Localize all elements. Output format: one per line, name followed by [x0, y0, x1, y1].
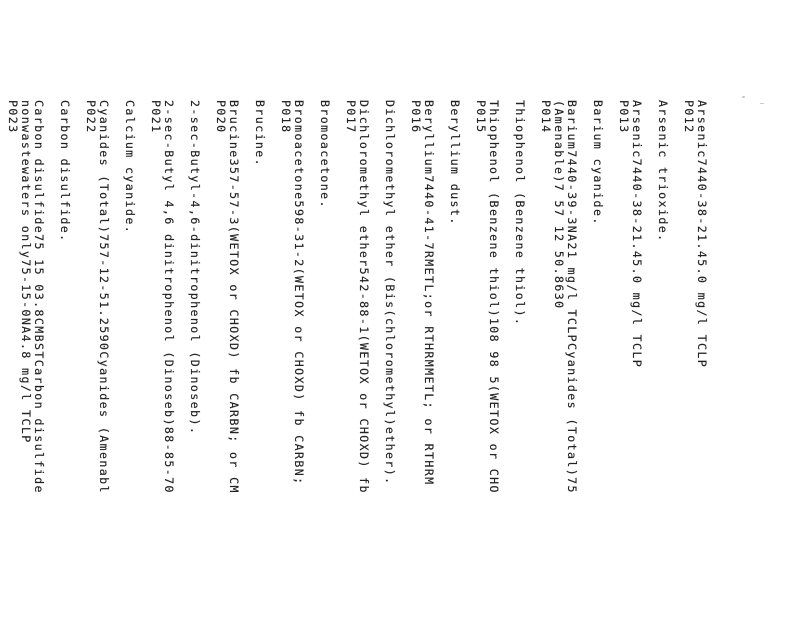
text-line: Brucine357-57-3(WETOX or CHOXD) fb CARBN; or CM	[227, 100, 241, 494]
line-gap	[500, 100, 513, 618]
waste-code: P018	[279, 100, 293, 134]
text-line: Beryllium7440-41-7RMETL;or RTHRMMETL; or RTHRM	[422, 100, 436, 486]
text-line: Arsenic7440-38-21.45.0 mg/l TCLP	[695, 100, 709, 369]
chemical-name: 2-sec-Butyl-4,6-dinitrophenol (Dinoseb).	[188, 100, 202, 436]
waste-code: P023	[6, 100, 20, 134]
chemical-name: Beryllium dust.	[448, 100, 462, 226]
line-gap	[669, 100, 682, 618]
line-gap	[331, 100, 344, 618]
scan-speck	[760, 103, 764, 104]
text-line: Cyanides (Total)757-12-51.2590Cyanides (Amenabl	[97, 100, 111, 494]
line-gap	[604, 100, 617, 618]
text-line: Bromoacetone598-31-2(WETOX or CHOXD) fb CARBN;	[292, 100, 306, 486]
text-line: (Amenable)7 57 12 50.8630	[552, 100, 566, 310]
chemical-name: Thiophenol (Benzene thiol).	[513, 100, 527, 327]
line-gap	[136, 100, 149, 618]
waste-code: P014	[539, 100, 553, 134]
waste-code: P015	[474, 100, 488, 134]
waste-code: P020	[214, 100, 228, 134]
text-line: nonwastewaters only75-15-0NA4.8 mg/l TCLP	[19, 100, 33, 444]
waste-code: P012	[682, 100, 696, 134]
line-gap	[240, 100, 253, 618]
line-gap	[396, 100, 409, 618]
line-gap	[370, 100, 383, 618]
line-gap	[71, 100, 84, 618]
text-line: Arsenic7440-38-21.45.0 mg/l TCLP	[630, 100, 644, 369]
chemical-name: Brucine.	[253, 100, 267, 168]
waste-code: P013	[617, 100, 631, 134]
line-gap	[578, 100, 591, 618]
scan-speck	[742, 96, 745, 98]
line-gap	[526, 100, 539, 618]
chemical-name: Barium cyanide.	[591, 100, 605, 226]
line-gap	[201, 100, 214, 618]
text-line: Thiophenol (Benzene thiol)108 98 5(WETOX or CHO	[487, 100, 501, 494]
line-gap	[435, 100, 448, 618]
chemical-name: Calcium cyanide.	[123, 100, 137, 235]
waste-code: P022	[84, 100, 98, 134]
chemical-name: Arsenic trioxide.	[656, 100, 670, 243]
waste-code: P016	[409, 100, 423, 134]
chemical-name: Carbon disulfide.	[58, 100, 72, 243]
line-gap	[643, 100, 656, 618]
text-line: Carbon disulfide75 15 03.8CMBSTCarbon disulfide	[32, 100, 46, 494]
line-gap	[305, 100, 318, 618]
line-gap	[461, 100, 474, 618]
chemical-name: Dichloromethyl ether (Bis(chloromethyl)ether).	[383, 100, 397, 486]
line-gap	[45, 100, 58, 618]
line-gap	[0, 100, 6, 618]
rotated-text-block	[0, 100, 708, 618]
waste-code: P017	[344, 100, 358, 134]
chemical-name: Bromoacetone.	[318, 100, 332, 209]
waste-code: P021	[149, 100, 163, 134]
text-line: 2-sec-Butyl 4,6 dinitrophenol (Dinoseb)88-85-70	[162, 100, 176, 494]
text-line: Barium7440-39-3NA21 mg/l TCLPCyanides (Total)75	[565, 100, 579, 494]
line-gap	[110, 100, 123, 618]
text-line: Dichloromethyl ether542-88-1(WETOX or CHOXD) fb	[357, 100, 371, 494]
line-gap	[266, 100, 279, 618]
line-gap	[175, 100, 188, 618]
